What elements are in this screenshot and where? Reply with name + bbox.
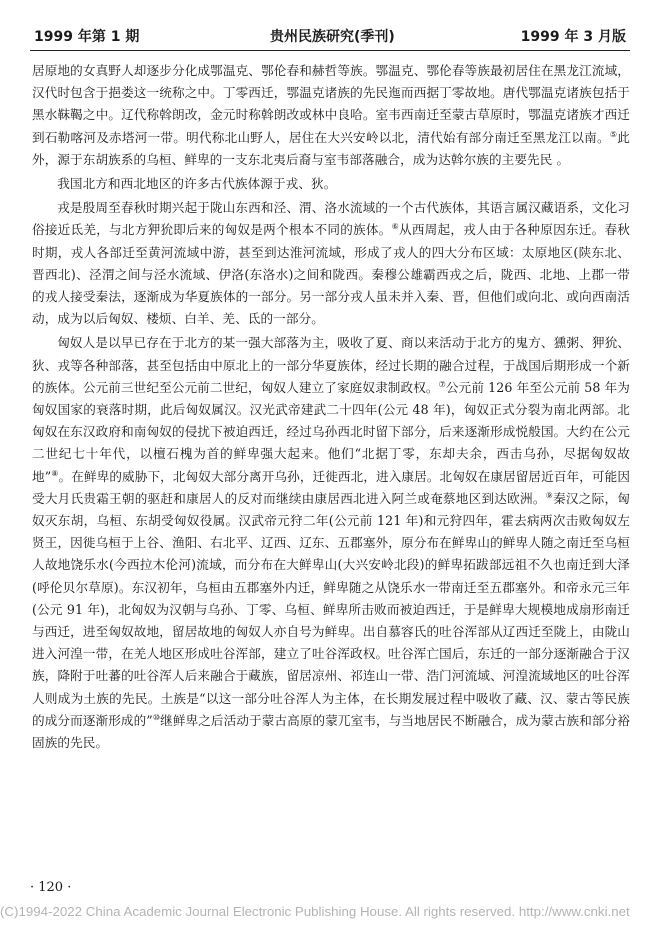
paragraph-text: 我国北方和西北地区的许多古代族体源于戎、狄。 bbox=[57, 176, 337, 192]
journal-title: 贵州民族研究(季刊) bbox=[270, 29, 395, 45]
footnote-marker: ⑩ bbox=[152, 712, 161, 722]
paragraph bbox=[32, 197, 630, 330]
paragraph bbox=[32, 60, 630, 171]
footnote-marker: ⑨ bbox=[545, 490, 554, 500]
footnote-marker: ⑦ bbox=[438, 379, 446, 389]
paragraph bbox=[32, 173, 630, 195]
issue-label: 1999 年第 1 期 bbox=[34, 29, 140, 45]
paragraph-text: 居原地的女真野人却逐步分化成鄂温克、鄂伦春和赫哲等族。鄂温克、鄂伦春等族最初居住在黑龙江流域，汉代时包含于挹娄这一统称之中。丁零西迁，鄂温克诸族的先民迤而西据丁零故地。唐代鄂温克诸族包括于黑水靺鞨之中。辽代称斡朗改，金元时称斡朗改或林中良哈。室韦西南迁至蒙古草原时，鄂温克诸族才西迁到石勒喀河及赤塔河一带。明代称北山野人，居住在大兴安岭以北，清代始有部分南迁至黑龙江以南。 bbox=[32, 63, 630, 145]
paragraph bbox=[32, 332, 630, 754]
page-number: · 120 · bbox=[30, 880, 72, 895]
paragraph-text: 秦汉之际，匈奴灭东胡，乌桓、东胡受匈奴役属。汉武帝元狩二年(公元前 121 年)和元狩四年，霍去病两次击败匈奴左贤王，因徙乌桓于上谷、渔阳、右北平、辽西、辽东、五郡塞外，原分布在鲜卑山的鲜卑人随之南迁至乌桓人故地饶乐水(今西拉木伦河)流域，而分布在大鲜卑山(大兴安岭北段)的鲜卑拓跋部远祖不久也南迁到大泽(呼伦贝尔草原)。东汉初年，乌桓由五郡塞外内迁，鲜卑随之从饶乐水一带南迁至五郡塞外。和帝永元三年(公元 91 年)，北匈奴为汉朝与乌孙、丁零、乌桓、鲜卑所击败而被迫西迁，于是鲜卑大规模地成扇形南迁与西迁，进至匈奴故地，留居故地的匈奴人亦自号为鲜卑。出自慕容氏的吐谷浑部从辽西迁至陇上，由陇山进入河湟一带，在羌人地区形成吐谷浑部，建立了吐谷浑政权。吐谷浑亡国后，东迁的一部分逐渐融合于汉族，降附于吐蕃的吐谷浑人后来融合于藏族，留居凉州、祁连山一带、浩门河流域、河湟流域地区的吐谷浑人则成为土族的先民。土族是“以这一部分吐谷浑人为主体，在长期发展过程中吸收了藏、汉、蒙古等民族的成分而逐渐形成的” bbox=[32, 490, 630, 728]
issue-date: 1999 年 3 月版 bbox=[520, 29, 626, 45]
footnote-marker: ⑤ bbox=[609, 129, 618, 139]
paragraph-text: 。在鲜卑的威胁下，北匈奴大部分离开乌孙，迁徙西北，进入康居。北匈奴在康居留居近百年，可能因受大月氏贵霜王朝的驱赶和康居人的反对而继续由康居西北进入阿兰或奄蔡地区到达欧洲。 bbox=[32, 468, 631, 506]
copyright-watermark: (C)1994-2022 China Academic Journal Electronic Publishing House. All rights reserved. http://www.cnki.net bbox=[0, 904, 630, 919]
paragraph-text: 继鲜卑之后活动于蒙古高原的蒙兀室韦，与当地居民不断融合，成为蒙古族和部分裕固族的先民。 bbox=[32, 712, 631, 751]
footnote-marker: ⑧ bbox=[51, 468, 59, 478]
paragraph-text: 公元前 126 年至公元前 58 年为匈奴国家的衰落时期，此后匈奴属汉。汉光武帝建武二十四年(公元 48 年)，匈奴正式分裂为南北两部。北匈奴在东汉政府和南匈奴的侵扰下被迫西迁，经过乌孙西北时留下部分，后来逐渐形成悦般国。大约在公元二世纪七十年代，以檀石槐为首的鲜卑强大起来。他们“北据丁零，东却夫余，西击乌孙，尽据匈奴故地” bbox=[32, 379, 631, 484]
paragraph-text: 戎是殷周至春秋时期兴起于陇山东西和泾、渭、洛水流域的一个古代族体，其语言属汉藏语系，文化习俗接近氐羌，与北方狎狁即后来的匈奴是两个根本不同的族体。 bbox=[32, 200, 630, 238]
footnote-marker: ⑥ bbox=[391, 222, 399, 232]
paragraph-text: 从西周起，戎人由于各种原因东迁。春秋时期，戎人各部迁至黄河流域中游，甚至到达淮河流域，形成了戎人的四大分布区域：太原地区(陕东北、晋西北)、泾渭之间与泾水流域、伊洛(东洛水)之间和陇西。秦穆公雄霸西戎之后，陇西、北地、上郡一带的戎人接受秦法，逐渐成为华夏族体的一部分。另一部分戎人虽未并入秦、晋，但他们或向北、或向西南活动，成为以后匈奴、楼烦、白羊、羌、氐的一部分。 bbox=[32, 222, 630, 327]
paragraph-text: 此外，源于东胡族系的乌桓、鲜卑的一支东北夷后裔与室韦部落融合，成为达斡尔族的主要先民 。 bbox=[32, 129, 630, 167]
article-body bbox=[32, 60, 630, 754]
paragraph-text: 匈奴人是以早已存在于北方的某一强大部落为主，吸收了夏、商以来活动于北方的鬼方、獯粥、狎狁、狄、戎等各种部落，甚至包括由中原北上的一部分华夏族体，经过长期的融合过程，于战国后期形成一个新的族体。公元前三世纪至公元前二世纪，匈奴人建立了家庭奴隶制政权。 bbox=[32, 335, 630, 395]
running-header bbox=[30, 20, 630, 51]
